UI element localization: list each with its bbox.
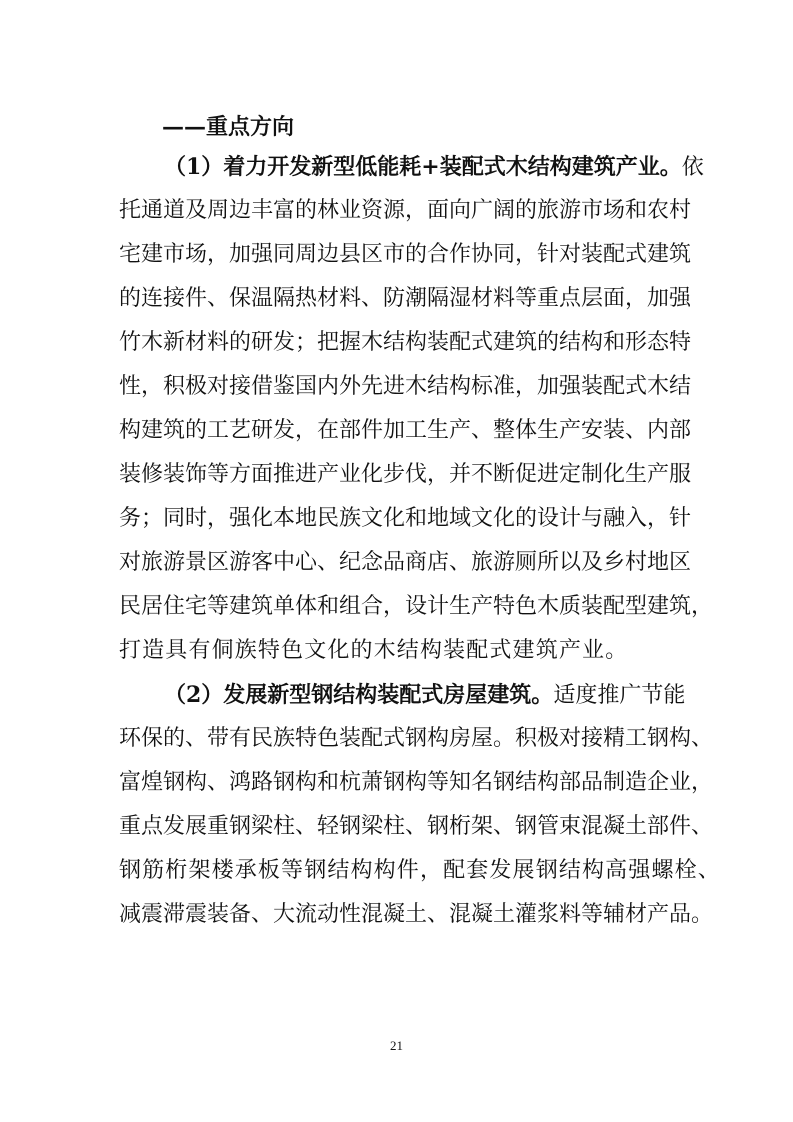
paragraph-2-lead: （2）发展新型钢结构装配式房屋建筑。 xyxy=(164,682,554,708)
paragraph-2-line: 钢筋桁架楼承板等钢结构构件，配套发展钢结构高强螺栓、 xyxy=(119,858,721,883)
paragraph-1-line: 托通道及周边丰富的林业资源，面向广阔的旅游市场和农村 xyxy=(119,198,692,223)
paragraph-2-last-line: 减震滞震装备、大流动性混凝土、混凝土灌浆料等辅材产品。 xyxy=(119,902,714,927)
paragraph-1-last-line: 打造具有侗族特色文化的木结构装配式建筑产业。 xyxy=(119,638,629,663)
paragraph-2-line: 重点发展重钢梁柱、轻钢梁柱、钢桁架、钢管束混凝土部件、 xyxy=(119,814,714,839)
paragraph-1-line: 务；同时，强化本地民族文化和地域文化的设计与融入，针 xyxy=(119,506,692,531)
paragraph-1-line: 竹木新材料的研发；把握木结构装配式建筑的结构和形态特 xyxy=(119,330,692,355)
paragraph-1-first-line xyxy=(164,153,704,182)
paragraph-2-line: 环保的、带有民族特色装配式钢构房屋。积极对接精工钢构、 xyxy=(119,726,714,751)
paragraph-1-line: 对旅游景区游客中心、纪念品商店、旅游厕所以及乡村地区 xyxy=(119,550,692,575)
paragraph-1-line: 装修装饰等方面推进产业化步伐，并不断促进定制化生产服 xyxy=(119,462,692,487)
paragraph-2-first-line xyxy=(164,681,686,710)
paragraph-1-lead-tail: 依 xyxy=(681,155,704,180)
paragraph-1-lead: （1）着力开发新型低能耗+装配式木结构建筑产业。 xyxy=(164,154,682,180)
paragraph-2-lead-tail: 适度推广节能 xyxy=(553,683,686,708)
page-number: 21 xyxy=(390,1038,403,1053)
section-heading: ——重点方向 xyxy=(162,114,295,140)
paragraph-1-line: 构建筑的工艺研发，在部件加工生产、整体生产安装、内部 xyxy=(119,418,692,443)
paragraph-1-line: 性，积极对接借鉴国内外先进木结构标准，加强装配式木结 xyxy=(119,374,692,399)
paragraph-2-line: 富煌钢构、鸿路钢构和杭萧钢构等知名钢结构部品制造企业， xyxy=(119,770,714,795)
paragraph-1-line: 的连接件、保温隔热材料、防潮隔湿材料等重点层面，加强 xyxy=(119,286,692,311)
paragraph-1-line: 民居住宅等建筑单体和组合，设计生产特色木质装配型建筑， xyxy=(119,594,714,619)
paragraph-1-line: 宅建市场，加强同周边县区市的合作协同，针对装配式建筑 xyxy=(119,242,692,267)
